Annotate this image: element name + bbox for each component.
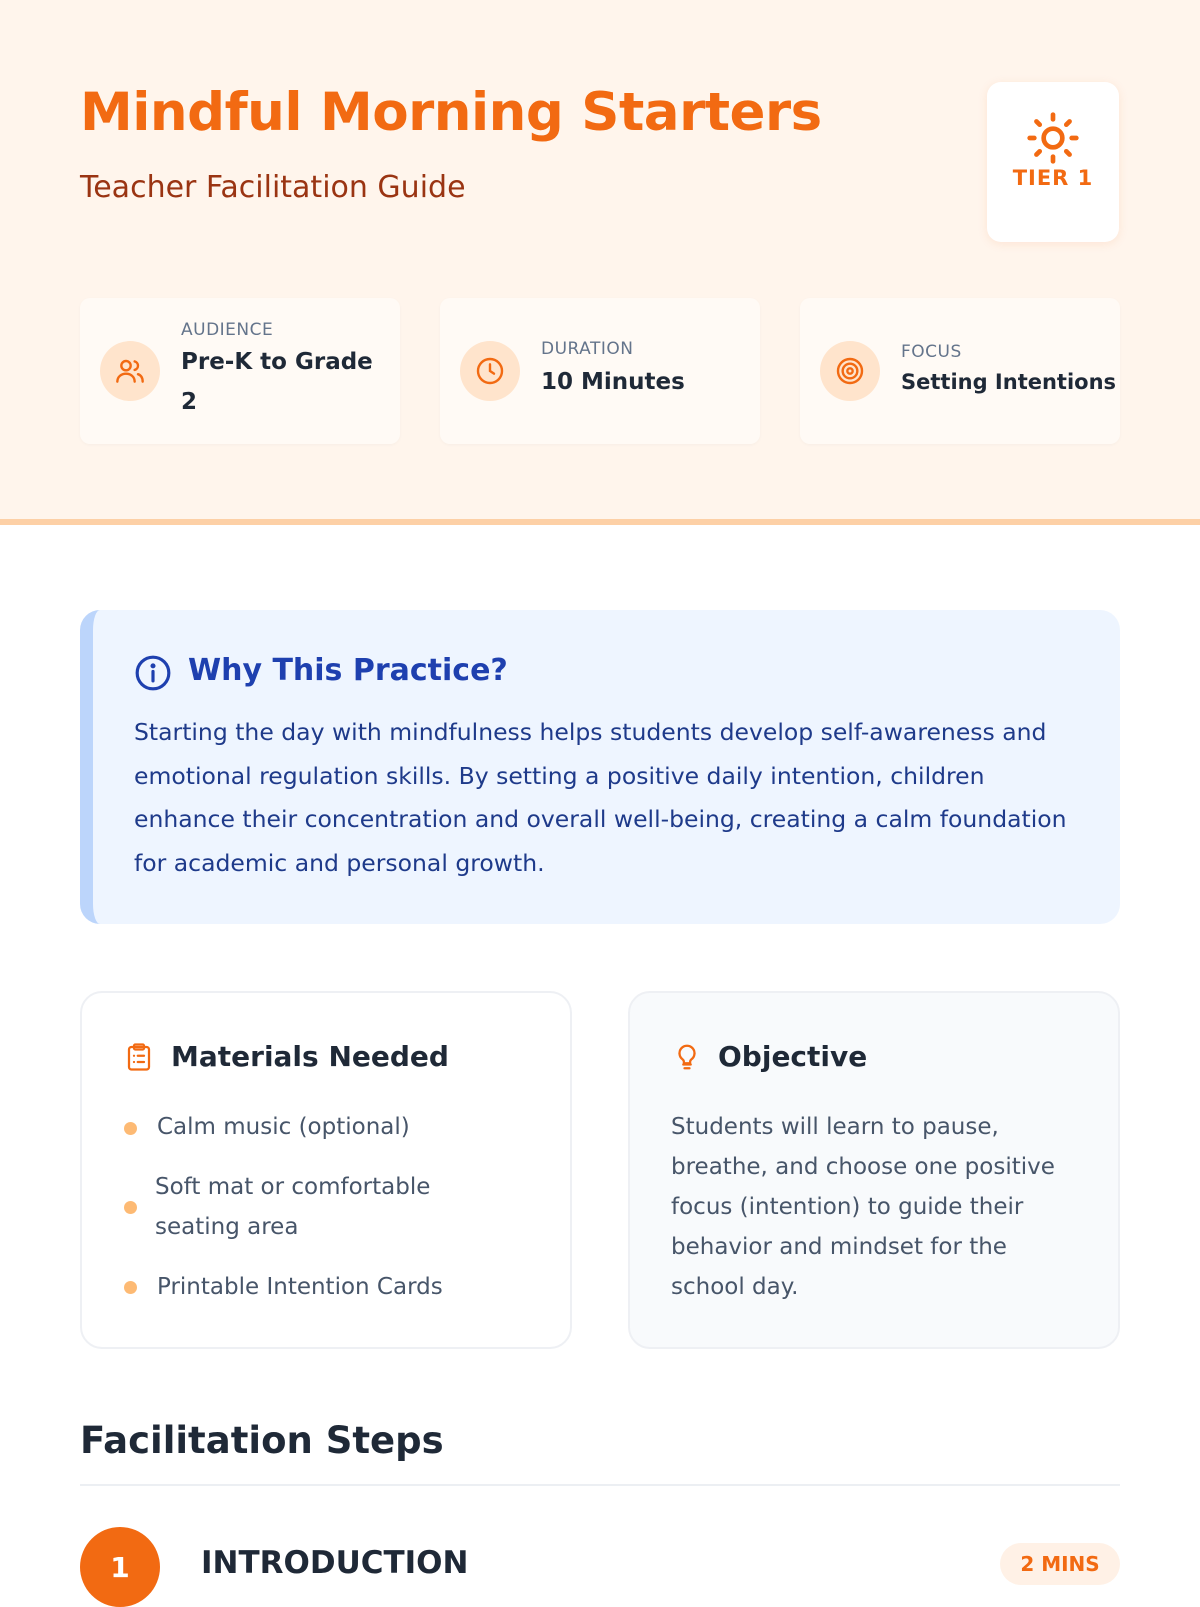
page-title: Mindful Morning Starters — [80, 82, 822, 143]
why-line: emotional regulation skills. By setting a positive daily intention, children — [134, 761, 985, 790]
why-line: enhance their concentration and overall well-being, creating a calm foundation — [134, 805, 1067, 833]
step-number-badge: 1 — [80, 1527, 160, 1607]
target-icon — [820, 341, 880, 401]
material-item-line: Soft mat or comfortable — [155, 1174, 431, 1200]
duration-value: 10 Minutes — [541, 369, 685, 395]
step-title: INTRODUCTION — [201, 1545, 469, 1581]
duration-label: DURATION — [541, 339, 634, 359]
materials-title: Materials Needed — [171, 1040, 449, 1073]
bullet-dot — [124, 1122, 137, 1135]
why-line: Starting the day with mindfulness helps students develop self-awareness and — [134, 718, 1047, 746]
focus-value: Setting Intentions — [901, 370, 1117, 394]
clipboard-icon — [124, 1041, 154, 1073]
users-icon — [100, 341, 160, 401]
objective-line: focus (intention) to guide their — [671, 1194, 1024, 1220]
step-duration-badge: 2 MINS — [1000, 1543, 1120, 1585]
objective-text — [671, 1107, 1091, 1307]
objective-line: school day. — [671, 1274, 799, 1300]
objective-line: breathe, and choose one positive — [671, 1154, 1055, 1180]
focus-card — [800, 298, 1120, 444]
material-item: Calm music (optional) — [157, 1114, 410, 1140]
why-practice-text — [134, 711, 1094, 885]
audience-value-line2: 2 — [181, 389, 198, 415]
material-item-line: seating area — [155, 1214, 299, 1240]
info-icon — [134, 654, 172, 692]
material-item: Printable Intention Cards — [157, 1274, 443, 1300]
bullet-dot — [124, 1281, 137, 1294]
lightbulb-icon — [672, 1040, 702, 1074]
bullet-dot — [124, 1201, 137, 1214]
tier-label: TIER 1 — [1012, 166, 1094, 190]
objective-line: Students will learn to pause, — [671, 1114, 999, 1140]
sun-icon — [1025, 110, 1081, 166]
focus-label: FOCUS — [901, 342, 962, 362]
duration-card — [440, 298, 760, 444]
audience-label: AUDIENCE — [181, 320, 274, 340]
header-banner — [0, 0, 1200, 525]
section-title-facilitation-steps: Facilitation Steps — [80, 1419, 444, 1462]
clock-icon — [460, 341, 520, 401]
why-line: for academic and personal growth. — [134, 848, 545, 877]
material-item — [155, 1167, 430, 1247]
why-practice-title: Why This Practice? — [188, 653, 508, 688]
section-divider — [80, 1484, 1120, 1486]
audience-value-line1: Pre-K to Grade — [181, 349, 373, 375]
objective-line: behavior and mindset for the — [671, 1234, 1007, 1260]
tier-badge — [987, 82, 1119, 242]
objective-title: Objective — [718, 1040, 868, 1073]
audience-card — [80, 298, 400, 444]
page-subtitle: Teacher Facilitation Guide — [80, 170, 466, 205]
